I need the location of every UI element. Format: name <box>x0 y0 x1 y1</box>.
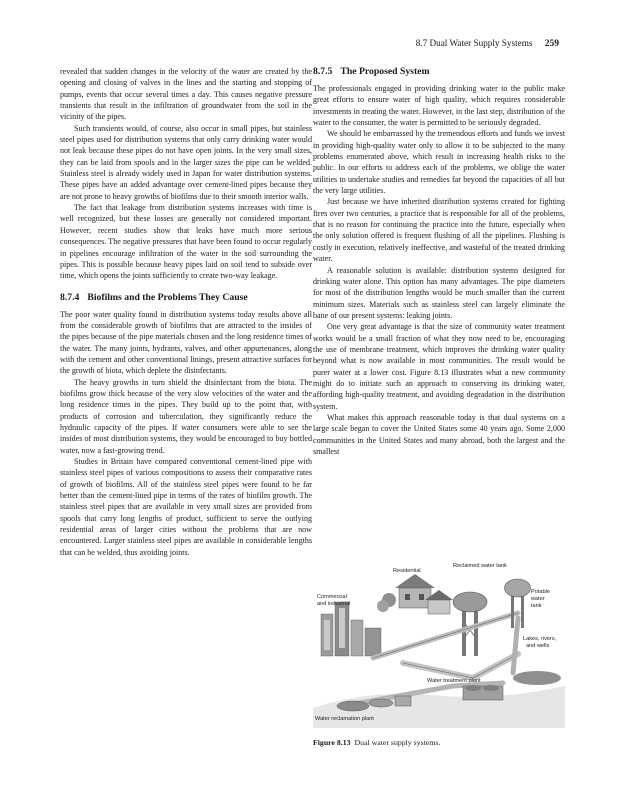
residential-houses-icon <box>377 574 453 614</box>
label-reclaimed-water-tank: Reclaimed water tank <box>453 563 507 569</box>
left-column <box>60 66 312 558</box>
paragraph: revealed that sudden changes in the velocity of the water are created by the opening and closing of valves in the lines and the starting and stopping of pumps, events that occur several times a day. This causes negative pressure transients that result in the infiltration of groundwater from the soil in the vicinity of the pipes. <box>60 67 312 122</box>
label-and-wells: and wells <box>526 643 550 649</box>
paragraph: The fact that leakage from distribution systems increases with time is well recognized, but these losses are generally not considered important. However, recent studies show that leaks have much more serious consequences. The negative pressures that have been found to occur regularly in pipelines encourage infiltration of the water in the soil surrounding the pipes. This is possible because heavy pipes laid on soil tend to subside over time, which opens the joints sufficiently to create two-way leakage. <box>60 203 312 281</box>
paragraph: The heavy growths in turn shield the disinfectant from the biota. The biofilms grow thick because of the very slow velocities of the water and the long residence times in the pipes. They build up to the point that, with products of corrosion and tuberculation, they significantly reduce the hydraulic capacity of the pipes. If water consumers were able to see the insides of most distribution systems, they would be encouraged to buy bottled water, now a fast-growing trend. <box>60 377 312 455</box>
section-number: 8.7.4 <box>60 291 80 303</box>
section-title: The Proposed System <box>340 66 430 77</box>
label-potable-tank: tank <box>531 603 542 609</box>
paragraph: The poor water quality found in distribution systems today results above all from the considerable growth of biofilms that are attracted to the insides of the pipes because of the pipe materials chosen and the long residence times of the water. The many joints, hydrants, valves, and other appurtenances, along with the cement and other conventional linings, present attractive surfaces for the growth of biota, which deplete the disinfectants. <box>60 309 312 376</box>
paragraph: We should be embarrassed by the tremendous efforts and funds we invest in providing high-quality water only to allow it to be subjected to the many problems enumerated above, which result in increasing health risks to the public. In our efforts to address each of the problems, we oblige the water utilities to undertake studies and remedies far beyond the capacities of all but the very large utilities. <box>313 129 565 196</box>
section-number: 8.7.5 <box>313 66 333 77</box>
paragraph: One very great advantage is that the size of community water treatment works would be a small fraction of what they now need to be, encouraging the use of membrane treatment, which improves the drinking water quality beyond what is now available in most communities. The result would be purer water at a lower cost. Figure 8.13 illustrates what a new community might do to initiate such an approach to conserving its drinking water, affording high-quality treatment, and avoiding degradation in the distribution system. <box>313 322 565 411</box>
label-potable: Potable <box>531 589 550 595</box>
header-section-title: 8.7 Dual Water Supply Systems <box>415 38 533 48</box>
page-number: 259 <box>544 39 559 49</box>
label-residential: Residential <box>393 568 421 574</box>
caption-text: Dual water supply systems. <box>354 738 441 747</box>
commercial-buildings-icon <box>321 602 381 656</box>
water-treatment-plant-icon <box>463 685 503 700</box>
caption-number: Figure 8.13 <box>313 738 351 747</box>
paragraph: Such transients would, of course, also occur in small pipes, but stainless steel pipes used for distribution systems that only carry drinking water would not leak because these pipes do not have open joints. In the very small sizes, they can be laid from spools and in the larger sizes the pipe can be welded. Stainless steel is already widely used in Japan for water distribution systems. These pipes have an added advantage over cement-lined pipes because they are not prone to heavy growths of biofilms due to their smooth interior walls. <box>60 123 312 201</box>
paragraph: The professionals engaged in providing drinking water to the public make great efforts to ensure water of high quality, which requires considerable investments in treating the water. However, in the last step, distribution of the water to the consumer, the water is permitted to be seriously degraded. <box>313 84 565 128</box>
label-water-treatment-plant: Water treatment plant <box>427 678 481 684</box>
right-column <box>313 66 565 457</box>
paragraph: Studies in Britain have compared conventional cement-lined pipe with stainless steel pipes of various compositions to assess their comparative rates of growth of biofilms. All of the stainless steel pipes were found to be far better than the cement-lined pipe in terms of the rates of biofilm growth. The stainless steel pipes that are available in very small sizes are provided from spools that carry long lengths of product, sufficient to serve the outlying residential areas of larger cities without the problems that are now encountered. Larger stainless steel pipes are available in considerable lengths that can be welded, thus avoiding joints. <box>60 457 312 557</box>
section-title: Biofilms and the Problems They Cause <box>87 291 248 303</box>
label-commercial: Commercial <box>317 594 347 600</box>
paragraph: What makes this approach reasonable today is that dual systems on a large scale began to cover the United States some 40 years ago. Some 2,000 communities in the United States and many abroad, both the largest and the smallest <box>313 412 565 456</box>
paragraph: A reasonable solution is available: distribution systems designed for drinking water alone. This option has many advantages. The pipe diameters for most of the distribution lengths would be much smaller than the current minimum sizes. Materials such as stainless steel can largely eliminate the bane of our present systems: leaking joints. <box>313 265 565 320</box>
figure-caption <box>313 738 440 747</box>
section-heading-8-7-4 <box>60 292 312 304</box>
paragraph: Just because we have inherited distribution systems created for fighting fires over two centuries, a practice that is responsible for all of the problems, that is no reason for continuing the practice into the future, especially when the only solution offered is frequent flushing of all the pipelines. Flushing is costly in execution, relatively ineffective, and wasteful of the treated drinking water. <box>313 197 565 264</box>
running-head <box>416 38 559 49</box>
label-lakes-rivers: Lakes, rivers, <box>523 636 557 642</box>
figure-illustration <box>313 558 565 728</box>
label-industrial: and industrial <box>317 601 351 607</box>
figure-dual-water-supply <box>313 558 565 728</box>
section-heading-8-7-5 <box>313 66 565 78</box>
label-water-reclamation-plant: Water reclamation plant <box>315 716 374 722</box>
label-potable-water: water <box>531 596 545 602</box>
lake-icon <box>513 671 561 685</box>
